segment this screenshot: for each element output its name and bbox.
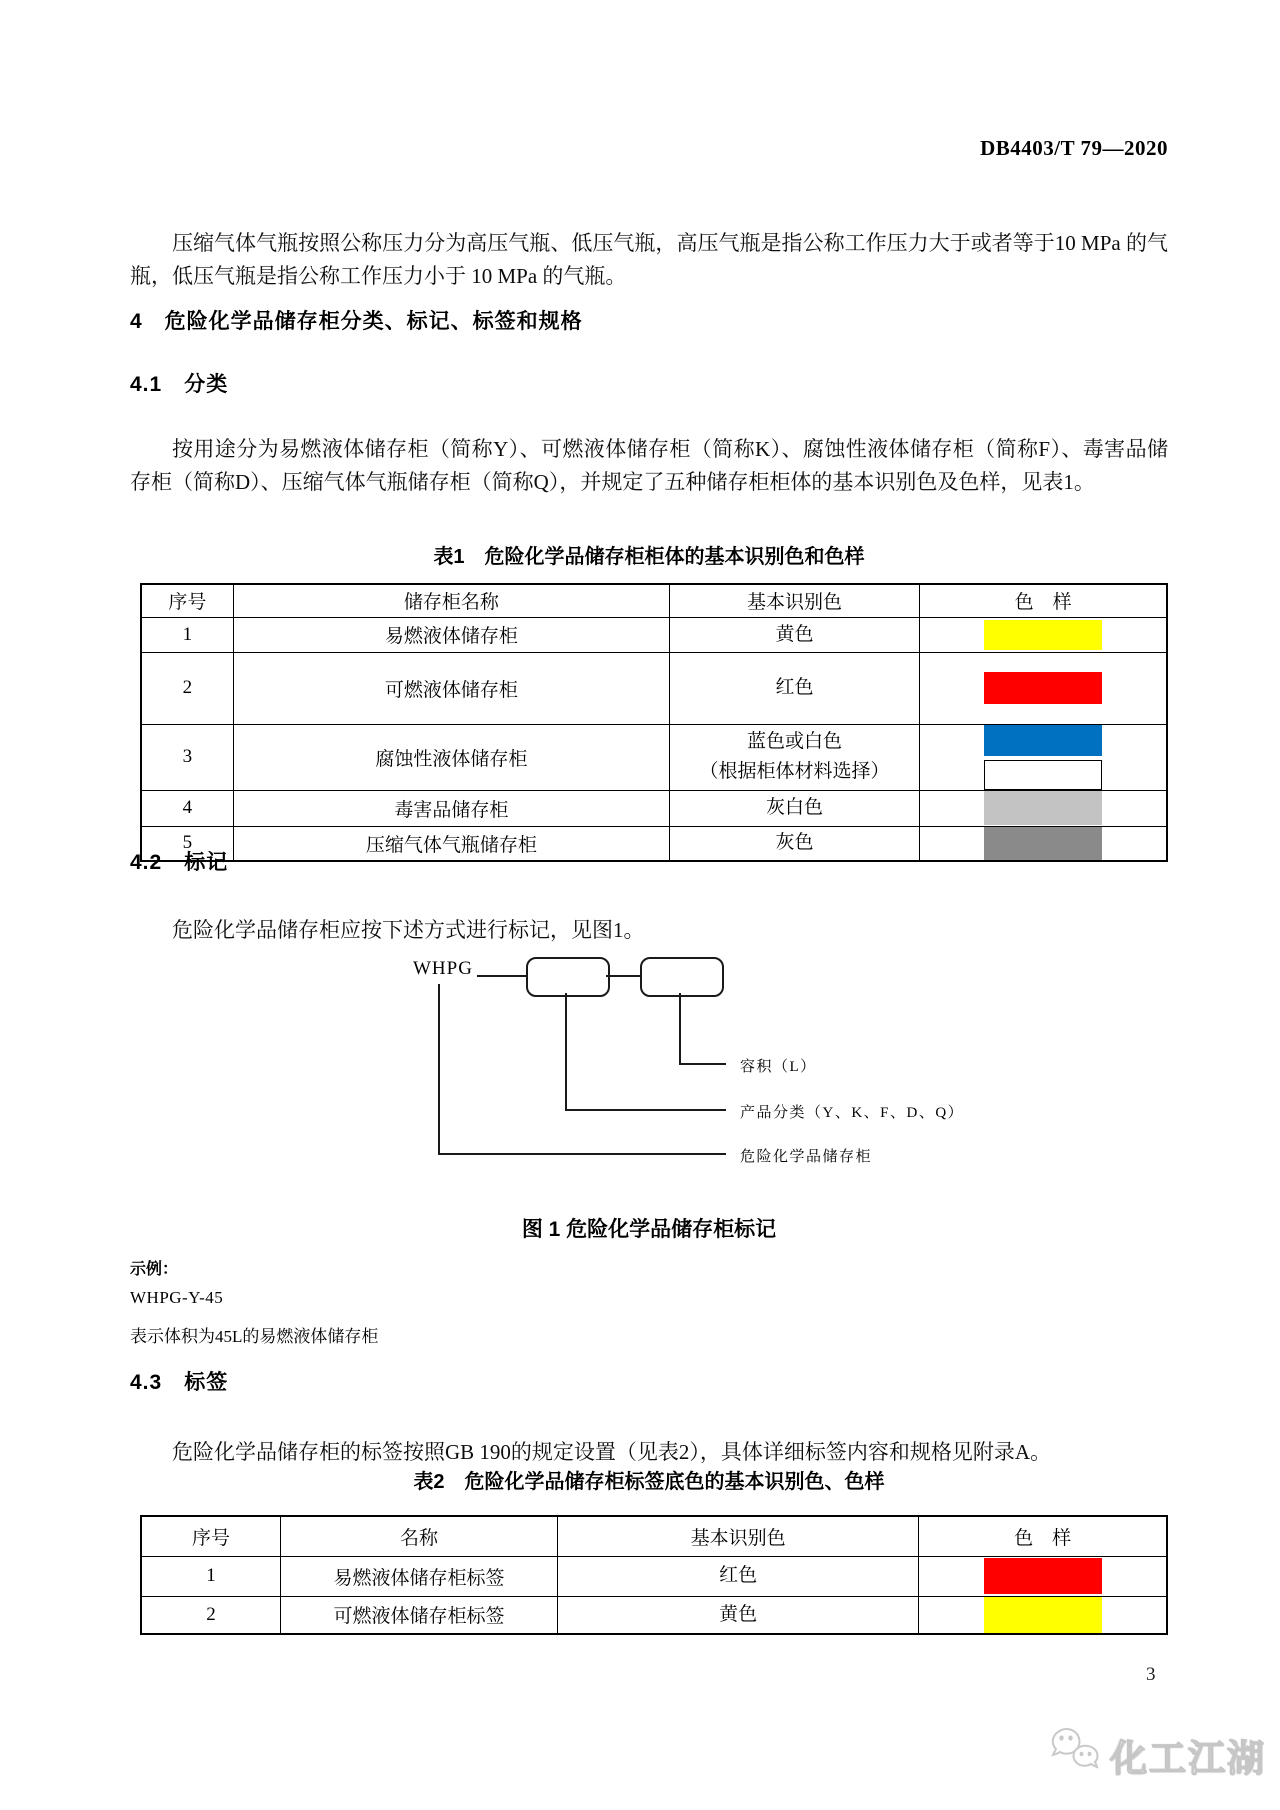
figure-label-volume: 容积（L） bbox=[740, 1059, 817, 1075]
example-description: 表示体积为45L的易燃液体储存柜 bbox=[130, 1327, 379, 1346]
figure-branch-line bbox=[438, 984, 440, 1155]
figure-branch-line bbox=[565, 1109, 726, 1111]
page-number: 3 bbox=[1146, 1664, 1156, 1685]
cell-number: 2 bbox=[141, 1596, 281, 1634]
cell-name: 可燃液体储存柜 bbox=[233, 652, 669, 724]
figure-connector-line bbox=[606, 975, 640, 977]
figure-classification-box bbox=[526, 957, 610, 997]
table-header-row bbox=[141, 584, 1167, 617]
figure-label-cabinet: 危险化学品储存柜 bbox=[740, 1149, 873, 1165]
cell-name: 易燃液体储存柜标签 bbox=[281, 1556, 558, 1596]
classification-paragraph: 按用途分为易燃液体储存柜（简称Y）、可燃液体储存柜（简称K）、腐蚀性液体储存柜（简称F）、毒害品储存柜（简称D）、压缩气体气瓶储存柜（简称Q），并规定了五种储存柜柜体的基本识别色及色样，见表1。 bbox=[130, 437, 1168, 494]
marking-paragraph: 危险化学品储存柜应按下述方式进行标记，见图1。 bbox=[172, 918, 645, 942]
table2-title: 表2 危险化学品储存柜标签底色的基本识别色、色样 bbox=[413, 1471, 885, 1493]
cell-name: 毒害品储存柜 bbox=[233, 790, 669, 826]
cell-name: 易燃液体储存柜 bbox=[233, 617, 669, 652]
column-header: 储存柜名称 bbox=[233, 584, 669, 617]
color-swatch bbox=[984, 827, 1102, 860]
table-row bbox=[141, 1556, 1167, 1596]
cell-color-name: 蓝色或白色 （根据柜体材料选择） bbox=[669, 724, 919, 790]
cell-number: 2 bbox=[141, 652, 233, 724]
column-header: 色 样 bbox=[919, 1516, 1167, 1556]
figure-1-caption: 图 1 危险化学品储存柜标记 bbox=[521, 1218, 777, 1241]
figure-label-product-class: 产品分类（Y、K、F、D、Q） bbox=[740, 1105, 965, 1121]
color-swatch bbox=[984, 1558, 1102, 1594]
cell-color-name: 黄色 bbox=[669, 617, 919, 652]
color-swatch bbox=[984, 760, 1102, 790]
table-row bbox=[141, 790, 1167, 826]
cell-color-name: 灰色 bbox=[669, 826, 919, 861]
table-row bbox=[141, 724, 1167, 790]
figure-branch-line bbox=[565, 993, 567, 1111]
figure-connector-line bbox=[477, 975, 526, 977]
cell-number: 5 bbox=[141, 826, 233, 861]
figure-branch-line bbox=[679, 993, 681, 1065]
cell-color-swatch bbox=[920, 790, 1167, 826]
table-row bbox=[141, 617, 1167, 652]
section-4-2-heading: 4.2 标记 bbox=[130, 851, 229, 874]
label-paragraph: 危险化学品储存柜的标签按照GB 190的规定设置（见表2），具体详细标签内容和规格见附录A。 bbox=[172, 1440, 1052, 1464]
doc-number: DB4403/T 79—2020 bbox=[980, 136, 1168, 160]
cell-number: 3 bbox=[141, 724, 233, 790]
cell-color-swatch bbox=[920, 617, 1167, 652]
cell-color-name: 红色 bbox=[669, 652, 919, 724]
figure-whpg-code: WHPG bbox=[413, 958, 473, 979]
color-swatch bbox=[984, 725, 1102, 756]
section-4-3-heading: 4.3 标签 bbox=[130, 1371, 229, 1394]
wechat-bubbles-icon bbox=[1048, 1724, 1104, 1785]
table1 bbox=[140, 583, 1168, 862]
color-swatch bbox=[984, 1597, 1102, 1633]
table1-title: 表1 危险化学品储存柜柜体的基本识别色和色样 bbox=[433, 546, 865, 568]
table2 bbox=[140, 1515, 1168, 1635]
cell-name: 可燃液体储存柜标签 bbox=[281, 1596, 558, 1634]
cell-color-name: 黄色 bbox=[558, 1596, 919, 1634]
section-4-1-heading: 4.1 分类 bbox=[130, 373, 229, 396]
cell-number: 4 bbox=[141, 790, 233, 826]
table-header-row bbox=[141, 1516, 1167, 1556]
brand-watermark bbox=[1048, 1724, 1266, 1785]
color-swatch bbox=[984, 672, 1102, 704]
cell-color-swatch bbox=[920, 652, 1167, 724]
table-row bbox=[141, 1596, 1167, 1634]
column-header: 基本识别色 bbox=[669, 584, 919, 617]
cell-name: 腐蚀性液体储存柜 bbox=[233, 724, 669, 790]
column-header: 序号 bbox=[141, 584, 233, 617]
cell-color-name: 红色 bbox=[558, 1556, 919, 1596]
cell-color-name: 灰白色 bbox=[669, 790, 919, 826]
table-row bbox=[141, 826, 1167, 861]
column-header: 色 样 bbox=[920, 584, 1167, 617]
column-header: 基本识别色 bbox=[558, 1516, 919, 1556]
color-swatch bbox=[984, 791, 1102, 825]
brand-name: 化工江湖 bbox=[1110, 1737, 1266, 1779]
cell-name: 压缩气体气瓶储存柜 bbox=[233, 826, 669, 861]
cell-color-swatch bbox=[919, 1556, 1167, 1596]
intro-paragraph: 压缩气体气瓶按照公称压力分为高压气瓶、低压气瓶，高压气瓶是指公称工作压力大于或者等于10 MPa 的气瓶，低压气瓶是指公称工作压力小于 10 MPa 的气瓶。 bbox=[130, 231, 1168, 288]
section-4-heading: 4 危险化学品储存柜分类、标记、标签和规格 bbox=[130, 310, 583, 333]
color-swatch bbox=[984, 620, 1102, 650]
cell-color-swatch bbox=[920, 826, 1167, 861]
table-row bbox=[141, 652, 1167, 724]
figure-branch-line bbox=[438, 1153, 726, 1155]
cell-number: 1 bbox=[141, 617, 233, 652]
figure-volume-box bbox=[640, 957, 724, 997]
cell-color-swatch bbox=[919, 1596, 1167, 1634]
column-header: 序号 bbox=[141, 1516, 281, 1556]
example-code: WHPG-Y-45 bbox=[130, 1288, 224, 1307]
cell-number: 1 bbox=[141, 1556, 281, 1596]
cell-color-swatch bbox=[920, 724, 1167, 790]
column-header: 名称 bbox=[281, 1516, 558, 1556]
example-label: 示例： bbox=[130, 1261, 179, 1278]
figure-branch-line bbox=[679, 1063, 726, 1065]
